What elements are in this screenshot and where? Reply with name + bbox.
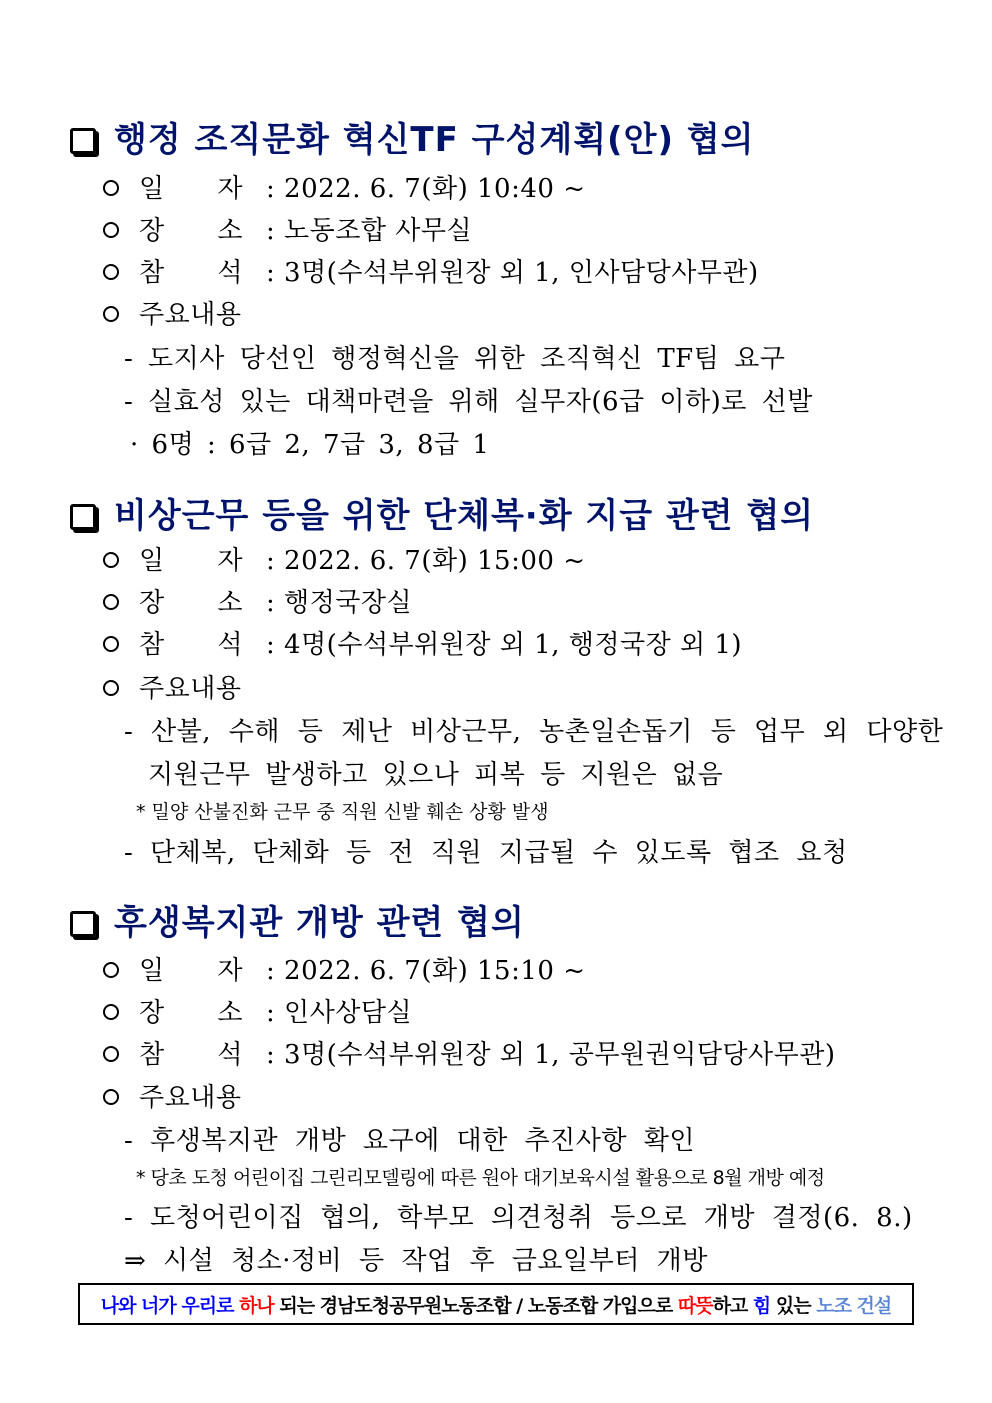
circle-bullet-icon [103,1089,119,1105]
section-1-detail: - 도지사 당선인 행정혁신을 위한 조직혁신 TF팀 요구 [124,344,786,374]
section-1-detail: - 실효성 있는 대책마련을 위해 실무자(6급 이하)로 선발 [124,387,813,417]
section-3-place: 장 소 : 인사상담실 [103,992,412,1029]
circle-bullet-icon [103,306,119,322]
circle-bullet-icon [103,594,119,610]
slogan-part: 하고 [712,1294,753,1317]
section-1-detail: · 6명 : 6급 2, 7급 3, 8급 1 [130,430,490,460]
slogan-highlight: 힘 [752,1294,771,1317]
slogan-part: 있는 [770,1294,817,1317]
section-3-date: 일 자 : 2022. 6. 7(화) 15:10 ~ [103,950,585,987]
section-1-attendees: 참 석 : 3명(수석부위원장 외 1, 인사담당사무관) [103,252,759,289]
circle-bullet-icon [103,680,119,696]
section-3-attendees: 참 석 : 3명(수석부위원장 외 1, 공무원권익담당사무관) [103,1034,836,1071]
section-2-note: * 밀양 산불진화 근무 중 직원 신발 훼손 상황 발생 [136,801,549,823]
circle-bullet-icon [103,1004,119,1020]
section-2-main-content: 주요내용 [103,668,241,705]
section-3-detail: ⇒ 시설 청소·정비 등 작업 후 금요일부터 개방 [124,1246,708,1276]
section-2-detail: - 산불, 수해 등 제난 비상근무, 농촌일손돕기 등 업무 외 다양한 [124,717,944,747]
section-2-date: 일 자 : 2022. 6. 7(화) 15:00 ~ [103,540,585,577]
slogan-highlight: 하나 [233,1294,280,1317]
section-3-detail: - 도청어린이집 협의, 학부모 의견청취 등으로 개방 결정(6. 8.) [124,1203,913,1233]
section-2-attendees: 참 석 : 4명(수석부위원장 외 1, 행정국장 외 1) [103,624,742,661]
section-1-title: 행정 조직문화 혁신TF 구성계획(안) 협의 [70,112,755,161]
circle-bullet-icon [103,552,119,568]
section-2-detail: 지원근무 발생하고 있으나 피복 등 지원은 없음 [148,760,724,790]
circle-bullet-icon [103,636,119,652]
section-1-place: 장 소 : 노동조합 사무실 [103,210,472,247]
circle-bullet-icon [103,962,119,978]
section-1-main-content: 주요내용 [103,294,241,331]
checkbox-icon [70,504,96,530]
section-2-title: 비상근무 등을 위한 단체복·화 지급 관련 협의 [70,488,814,537]
section-3-main-content: 주요내용 [103,1077,241,1114]
checkbox-icon [70,911,96,937]
section-2-place: 장 소 : 행정국장실 [103,582,412,619]
circle-bullet-icon [103,1046,119,1062]
slogan-highlight: 노조 건설 [816,1294,892,1317]
section-3-detail: - 후생복지관 개방 요구에 대한 추진사항 확인 [124,1126,695,1156]
slogan-highlight: 따뜻 [677,1294,713,1317]
circle-bullet-icon [103,264,119,280]
section-2-detail: - 단체복, 단체화 등 전 직원 지급될 수 있도록 협조 요청 [124,838,848,868]
circle-bullet-icon [103,180,119,196]
section-3-note: * 당초 도청 어린이집 그린리모델링에 따른 원아 대기보육시설 활용으로 8월 개방 예정 [136,1167,825,1189]
footer-slogan-box [78,1283,914,1325]
section-3-title: 후생복지관 개방 관련 협의 [70,895,525,944]
checkbox-icon [70,128,96,154]
slogan-part: 나와 너가 우리로 [100,1294,234,1317]
section-1-date: 일 자 : 2022. 6. 7(화) 10:40 ~ [103,168,585,205]
slogan-part: 되는 경남도청공무원노동조합 / 노동조합 가입으로 [279,1294,678,1317]
circle-bullet-icon [103,222,119,238]
